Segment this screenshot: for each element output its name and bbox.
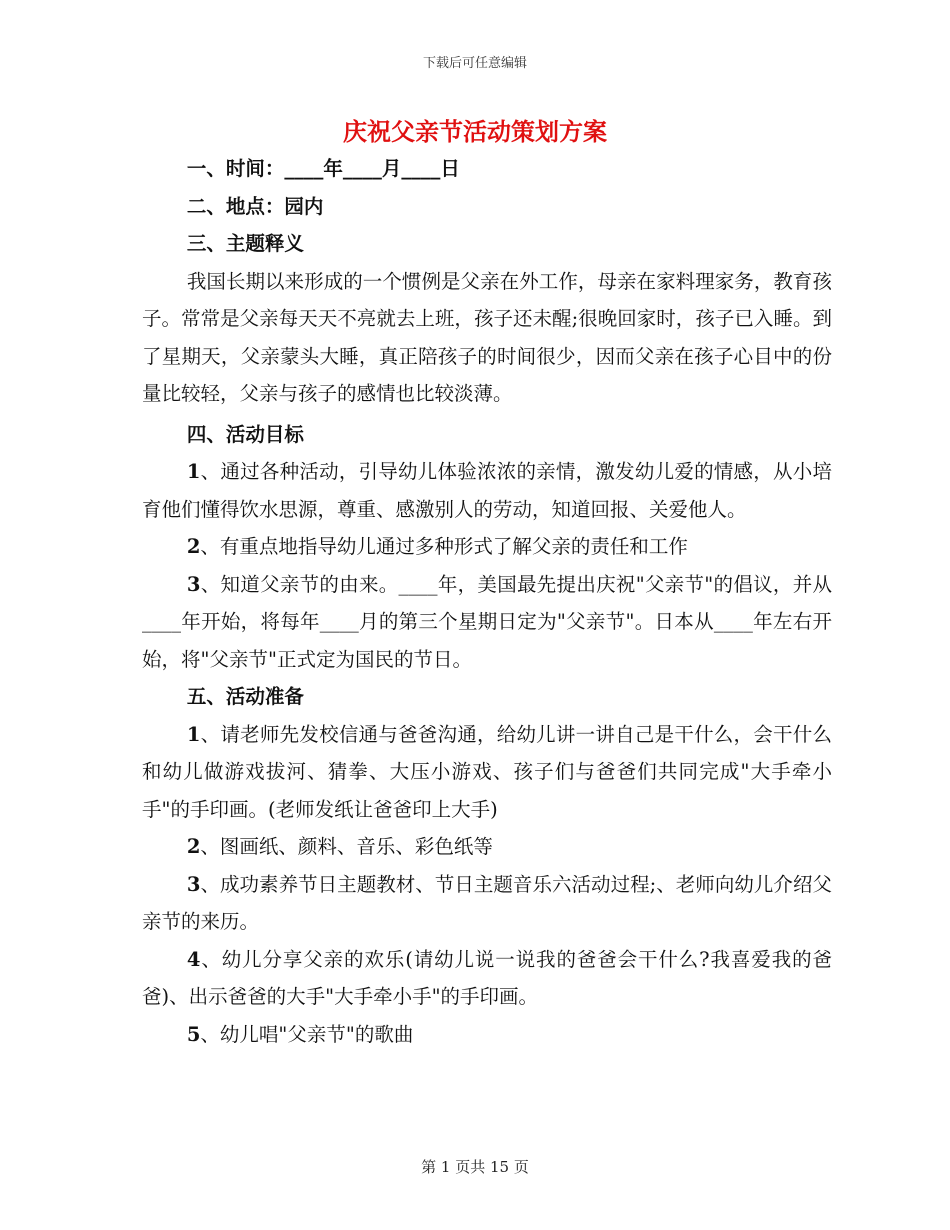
goal-text: 、知道父亲节的由来。____年，美国最先提出庆祝"父亲节"的倡议，并从____年开始，将每年____月的第三个星期日定为"父亲节"。日本从____年左右开始，将"父亲节"正式定为国民的节日。 <box>142 572 832 671</box>
section-place: 二、地点：园内 <box>186 194 324 218</box>
prep-number: 1 <box>186 722 201 746</box>
prep-text: 、幼儿唱"父亲节"的歌曲 <box>200 1022 414 1046</box>
goal-item-1 <box>142 453 832 528</box>
prep-text: 、图画纸、颜料、音乐、彩色纸等 <box>200 835 493 858</box>
prep-text: 、幼儿分享父亲的欢乐(请幼儿说一说我的爸爸会干什么?我喜爱我的爸爸)、出示爸爸的大手"大手牵小手"的手印画。 <box>142 947 832 1008</box>
theme-paragraph: 我国长期以来形成的一个惯例是父亲在外工作，母亲在家料理家务，教育孩子。常常是父亲每天天不亮就去上班，孩子还未醒;很晚回家时，孩子已入睡。到了星期天，父亲蒙头大睡，真正陪孩子的时间很少，因而父亲在孩子心目中的份量比较轻，父亲与孩子的感情也比较淡薄。 <box>142 269 832 405</box>
goal-item-3 <box>142 566 832 679</box>
document-title: 庆祝父亲节活动策划方案 <box>343 117 607 146</box>
prep-number: 5 <box>186 1022 201 1046</box>
page-header-note: 下载后可任意编辑 <box>422 56 527 71</box>
prep-number: 4 <box>186 947 201 971</box>
prep-item-1 <box>142 716 832 829</box>
prep-item-3 <box>142 866 832 941</box>
prep-item-5 <box>142 1016 832 1054</box>
section-prep-heading: 五、活动准备 <box>186 685 304 708</box>
goal-number: 3 <box>186 572 201 596</box>
document-body <box>142 150 832 1053</box>
page-number: 第 1 页共 15 页 <box>421 1158 529 1176</box>
section-time: 一、时间：____年____月____日 <box>186 157 460 180</box>
goal-number: 1 <box>186 460 201 483</box>
goal-item-2 <box>142 528 832 566</box>
section-goals-heading: 四、活动目标 <box>186 422 304 446</box>
goal-text: 、有重点地指导幼儿通过多种形式了解父亲的责任和工作 <box>200 535 688 558</box>
prep-item-4 <box>142 941 832 1016</box>
prep-text: 、成功素养节日主题教材、节日主题音乐六活动过程;、老师向幼儿介绍父亲节的来历。 <box>142 872 832 933</box>
prep-text: 、请老师先发校信通与爸爸沟通，给幼儿讲一讲自己是干什么，会干什么和幼儿做游戏拔河、猜拳、大压小游戏、孩子们与爸爸们共同完成"大手牵小手"的手印画。(老师发纸让爸爸印上大手) <box>142 722 832 821</box>
prep-number: 2 <box>186 835 201 858</box>
goal-number: 2 <box>186 535 201 558</box>
prep-number: 3 <box>186 872 201 896</box>
prep-item-2 <box>142 828 832 866</box>
goal-text: 、通过各种活动，引导幼儿体验浓浓的亲情，激发幼儿爱的情感，从小培育他们懂得饮水思源，尊重、感激别人的劳动，知道回报、关爱他人。 <box>142 460 832 521</box>
section-theme-heading: 三、主题释义 <box>186 232 304 255</box>
